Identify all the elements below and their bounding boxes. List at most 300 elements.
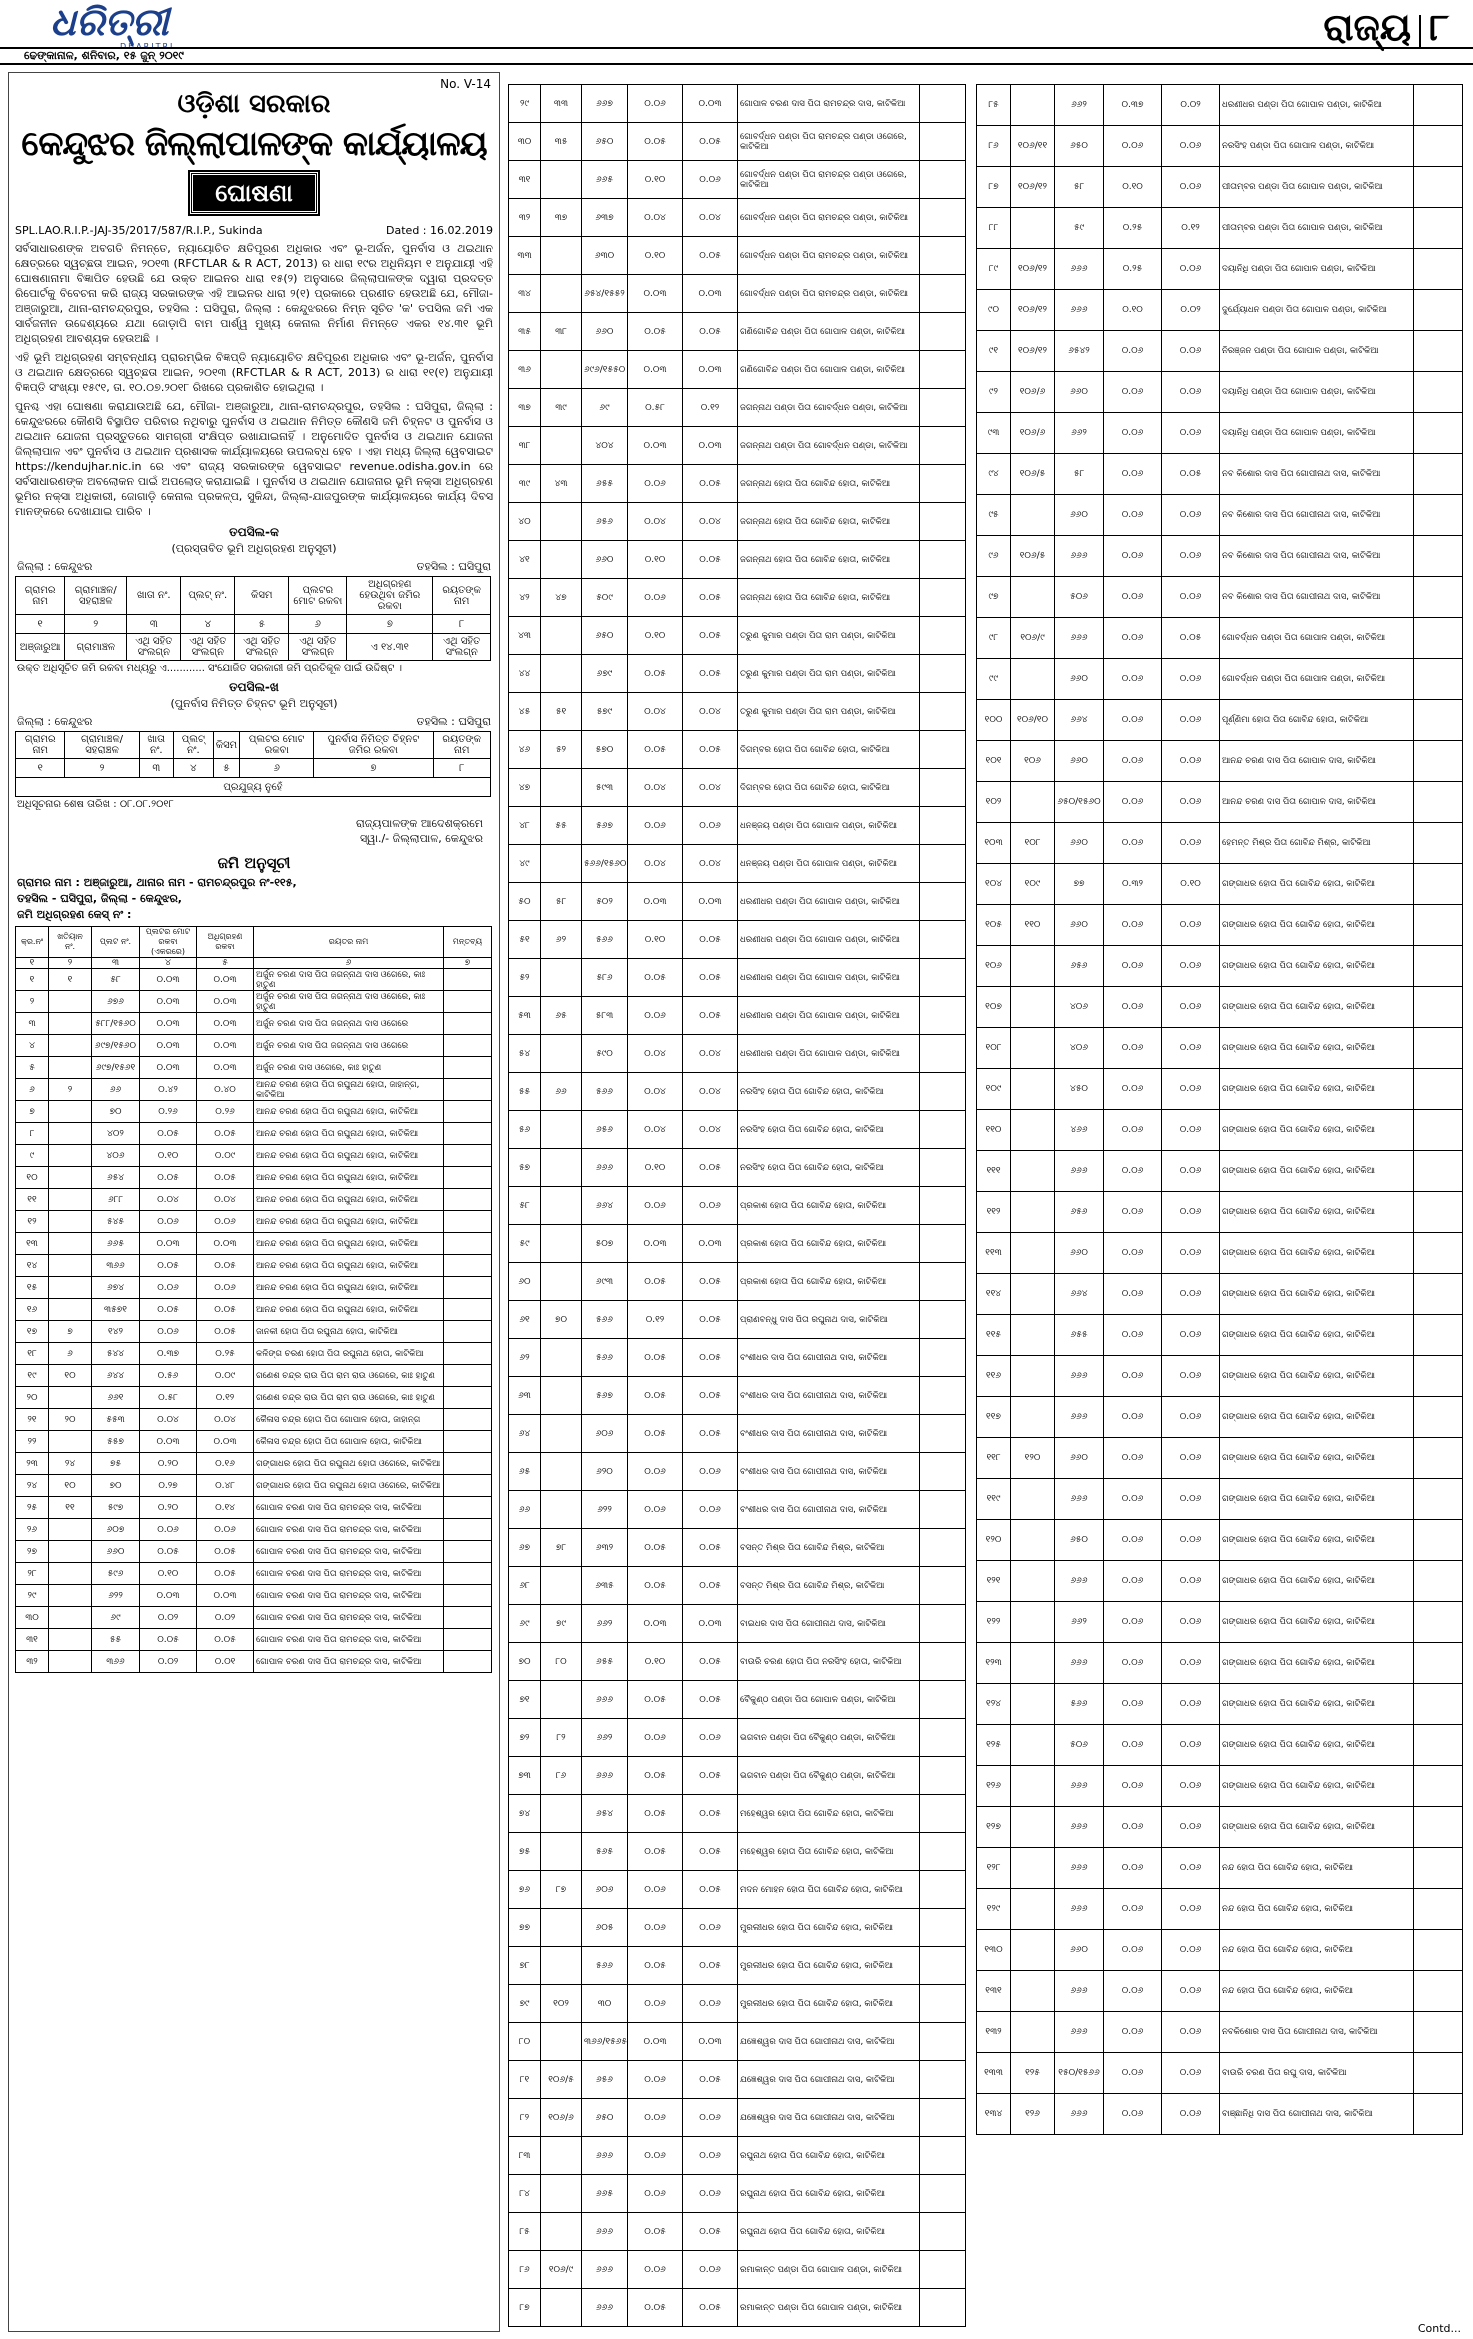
table-cell: ୦.୦୬ (1104, 1643, 1162, 1684)
table-cell (541, 1415, 582, 1453)
table-cell: ୧୨୦ (977, 1520, 1011, 1561)
table-cell: ୦.୦୩ (140, 1585, 197, 1607)
table-cell: ରୟତଙ୍କ ନାମ (433, 732, 491, 759)
owner-name-cell: ଗଙ୍ଗାଧର ହୋତା ପିତା ଗୋବିନ୍ଦ ହୋତା, କାଟିକିଆ (1220, 1766, 1414, 1807)
table-row (509, 2175, 966, 2213)
table-cell: ୯୭ (977, 577, 1011, 618)
table-cell: ୦.୦୩ (197, 969, 254, 991)
owner-name-cell: ଗୋବର୍ଦ୍ଧନ ପଣ୍ଡା ପିତା ଗୋପାଳ ପଣ୍ଡା, କାଟିକିଆ (1220, 659, 1414, 700)
table-cell: ୦.୧୦ (628, 1643, 683, 1681)
schedule-kha-table (15, 731, 491, 797)
schedule-ka-title: ତପସିଲ-କ (229, 525, 279, 539)
remarks-cell (444, 991, 492, 1013)
table-cell: ୧୦୬/୧୧ (1011, 126, 1055, 167)
owner-name-cell: ବାଉରି ଚରଣ ପିତା ରଘୁ ଦାସ, କାଟିକିଆ (1220, 2053, 1414, 2094)
owner-name-cell: ଗଣିଗୋବିନ୍ଦ ପଣ୍ଡା ପିତା ଗୋପାଳ ପଣ୍ଡା, କାଟିକିଆ (738, 313, 920, 351)
table-cell: ୦.୧୦ (628, 541, 683, 579)
table-cell: ୦.୦୬ (1162, 700, 1220, 741)
table-row (509, 1909, 966, 1947)
table-cell: ୧୦୬/୯ (1011, 618, 1055, 659)
table-cell: ୦.୦୪ (683, 1073, 738, 1111)
table-cell: ୬୫୦ (1055, 126, 1104, 167)
owner-name-cell: ନବକିଶୋର ଦାସ ପିତା ଗୋପୀନାଥ ଦାସ, କାଟିକିଆ (1220, 2012, 1414, 2053)
owner-name-cell: ବଂଶୀଧର ଦାସ ପିତା ଗୋପୀନାଥ ଦାସ, କାଟିକିଆ (738, 1453, 920, 1491)
table-cell: ୦.୦୩ (628, 427, 683, 465)
table-cell: ୬୯ (92, 1607, 140, 1629)
table-cell: ୫୨ (509, 959, 541, 997)
remarks-cell (1414, 1356, 1463, 1397)
table-cell: ୫୬୬ (1055, 1684, 1104, 1725)
table-row (509, 997, 966, 1035)
table-cell (49, 1057, 92, 1079)
table-cell: ୬୫୪ (582, 1795, 628, 1833)
table-cell: ୦.୪୮ (197, 1475, 254, 1497)
table-cell (1011, 1930, 1055, 1971)
table-row (977, 290, 1463, 331)
table-cell: ୦.୦୪ (628, 503, 683, 541)
table-cell: ୭୦ (509, 1643, 541, 1681)
table-cell: ୮୫ (977, 85, 1011, 126)
table-cell: ୦.୦୩ (140, 969, 197, 991)
table-cell: ୬୬୦ (92, 1541, 140, 1563)
table-cell: ୦.୦୬ (1104, 782, 1162, 823)
table-row (509, 1073, 966, 1111)
table-cell (1011, 1602, 1055, 1643)
remarks-cell (1414, 167, 1463, 208)
owner-name-cell: ଦୁର୍ଯ୍ୟୋଧନ ପଣ୍ଡା ପିତା ଗୋପାଳ ପଣ୍ଡା, କାଟିକିଆ (1220, 290, 1414, 331)
table-cell: ୧୧୮ (977, 1438, 1011, 1479)
remarks-cell (1414, 1397, 1463, 1438)
table-cell: ୦.୦୬ (1162, 1110, 1220, 1151)
table-row (977, 413, 1463, 454)
table-cell: ୫୬୬/୧୫୬୦ (582, 845, 628, 883)
table-row (16, 634, 491, 661)
remarks-cell (1414, 2094, 1463, 2135)
table-cell: ୪୯ (509, 845, 541, 883)
table-cell: ୯୯ (977, 659, 1011, 700)
table-cell: ୦.୦୬ (1104, 1725, 1162, 1766)
notice-paragraph-1: ସର୍ବସାଧାରଣଙ୍କ ଅବଗତି ନିମନ୍ତେ, ନ୍ୟାୟୋଚିତ କ୍ଷତିପୂରଣ ଅଧିକାର ଏବଂ ଭୂ-ଅର୍ଜନ, ପୁନର୍ବାସ ଓ ଥଇଥାନ କ୍ଷେତ୍ରରେ ସ୍ୱଚ୍ଛତା ଆଇନ, ୨୦୧୩ (RFCTLAR & R ACT, 2013) ର ଧାରା ୧୯ର ଅଧିନିୟମ ୧ ଅନୁଯାୟୀ ଏହି ଘୋଷଣାନାମା ବିଜ୍ଞାପିତ ହେଉଛି ଯେ ଉକ୍ତ ଆଇନର ଧାରା ୧୫(୨) ଅନୁସାରେ ଜିଲ୍ଲାପାଳଙ୍କ ଦ୍ୱାରା ପ୍ରଦତ୍ତ ରିପୋର୍ଟକୁ ବିବେଚନା କରି ରାଜ୍ୟ ସରକାରଙ୍କ ଏହି ଆଇନର ଧାରା ୨(୧) ପ୍ରକାରେ ପ୍ରଣୀତ ହେଉଅଛି ଯେ, ମୌଜା- ଅଞ୍ଜାରୁଆ, ଥାନା-ରାମଚନ୍ଦ୍ରପୁର, ତହସିଲ : ଘସିପୁରା, ଜିଲ୍ଲା : କେନ୍ଦୁଝରରେ ନିମ୍ନ ସୂଚିତ 'କ' ତପସିଲ ଜମି ଏକ ସାର୍ବଜନୀନ ଉଦ୍ଦେଶ୍ୟରେ ଯଥା ଜୋଡ଼ାପି ବାମ ପାର୍ଶ୍ୱ ମୁଖ୍ୟ କେନାଲ ନିର୍ମାଣ ନିମନ୍ତେ ଏକର ୧୪.୩୧ ଭୂମି ଅଧିଗ୍ରହଣ ଆବଶ୍ୟକ ହେଉଅଛି । (15, 242, 493, 345)
table-row (509, 2061, 966, 2099)
owner-name-cell: ପ୍ରକାଶ ହୋତା ପିତା ଗୋବିନ୍ଦ ହୋତା, କାଟିକିଆ (738, 1263, 920, 1301)
owner-name-cell: ଗଙ୍ଗାଧର ହୋତା ପିତା ଗୋବିନ୍ଦ ହୋତା, କାଟିକିଆ (1220, 1274, 1414, 1315)
table-cell: ୧୧୧ (977, 1151, 1011, 1192)
table-cell (1011, 1520, 1055, 1561)
table-cell: ୬୬୦ (1055, 823, 1104, 864)
table-cell: ୫ (197, 958, 254, 969)
table-cell: ୬୬୬ (1055, 1971, 1104, 2012)
table-cell (541, 1225, 582, 1263)
table-cell: ୧୨୮ (977, 1848, 1011, 1889)
dateline-bar (0, 47, 1473, 65)
table-cell: ୧୯ (16, 1365, 49, 1387)
remarks-cell (920, 731, 966, 769)
table-cell: ୦.୦୬ (1104, 1233, 1162, 1274)
notice-title: ଘୋଷଣା (190, 172, 317, 214)
table-cell: ୦.୦୫ (683, 1529, 738, 1567)
remarks-cell (444, 1343, 492, 1365)
table-cell (49, 1541, 92, 1563)
remarks-cell (920, 199, 966, 237)
table-cell (49, 1145, 92, 1167)
table-cell: ୬୬୬ (582, 1149, 628, 1187)
table-row (509, 2137, 966, 2175)
owner-name-cell: ବସନ୍ତ ମିଶ୍ର ପିତା ଗୋବିନ୍ଦ ମିଶ୍ର, କାଟିକିଆ (738, 1529, 920, 1567)
tahasil-label: ତହସିଲ : ଘସିପୁରା (416, 715, 491, 728)
owner-name-cell: ନନ୍ଦ ହୋତା ପିତା ଗୋବିନ୍ଦ ହୋତା, କାଟିକିଆ (1220, 1848, 1414, 1889)
table-cell: ୦.୦୬ (1104, 823, 1162, 864)
owner-name-cell: ଗଙ୍ଗାଧର ହୋତା ପିତା ରଘୁନାଥ ହୋତା ଓଗେରେ, କାଟିକିଆ (254, 1453, 444, 1475)
table-row (509, 1795, 966, 1833)
table-cell (541, 1491, 582, 1529)
table-cell: ୦.୦୬ (1104, 618, 1162, 659)
table-cell: ୭୩ (509, 1757, 541, 1795)
owner-name-cell: ନନ୍ଦ ହୋତା ପିତା ଗୋବିନ୍ଦ ହୋତା, କାଟିକିଆ (1220, 1889, 1414, 1930)
table-row (977, 2012, 1463, 2053)
table-cell (1011, 659, 1055, 700)
table-cell: ୦.୦୬ (1162, 2012, 1220, 2053)
table-cell: କିସମ (235, 577, 289, 615)
table-cell: ୨ (65, 759, 139, 778)
table-cell: ୩୦ (16, 1607, 49, 1629)
table-cell: ୦.୦୬ (683, 2251, 738, 2289)
owner-name-cell: ଗୋବର୍ଦ୍ଧନ ପଣ୍ଡା ପିତା ରାମଚନ୍ଦ୍ର ପଣ୍ଡା, କାଟିକିଆ (738, 237, 920, 275)
table-cell (541, 617, 582, 655)
table-cell (541, 2175, 582, 2213)
table-cell: ୬୫୦ (582, 617, 628, 655)
table-cell: ୦.୦୬ (628, 2061, 683, 2099)
table-cell: ୦.୦୩ (628, 1605, 683, 1643)
table-row (509, 123, 966, 161)
village-line-1: ଗ୍ରାମର ନାମ : ଅଞ୍ଜାରୁଆ, ଥାନାର ନାମ - ରାମଚନ୍ଦ୍ରପୁର ନଂ-୧୧୫, (17, 876, 297, 889)
remarks-cell (444, 1255, 492, 1277)
remarks-cell (920, 389, 966, 427)
table-cell (49, 1277, 92, 1299)
table-row (16, 1277, 492, 1299)
remarks-cell (920, 1605, 966, 1643)
table-cell: ୪୭ (509, 769, 541, 807)
table-cell (541, 845, 582, 883)
table-cell: ୧୦୨ (977, 782, 1011, 823)
remarks-cell (920, 161, 966, 199)
table-row (16, 1321, 492, 1343)
table-cell: ୮୨ (509, 2099, 541, 2137)
owner-name-cell: ଗଙ୍ଗାଧର ହୋତା ପିତା ରଘୁନାଥ ହୋତା ଓଗେରେ, କାଟିକିଆ (254, 1475, 444, 1497)
remarks-cell (1414, 1971, 1463, 2012)
table-row (977, 1069, 1463, 1110)
table-row (16, 1607, 492, 1629)
table-cell: ୬୬୬ (1055, 1807, 1104, 1848)
owner-name-cell: ଦୟାନିଧି ପଣ୍ଡା ପିତା ଗୋପାଳ ପଣ୍ଡା, କାଟିକିଆ (1220, 372, 1414, 413)
remarks-cell (1414, 864, 1463, 905)
table-cell: ୦.୦୬ (683, 2137, 738, 2175)
table-cell: ୩୧ (509, 161, 541, 199)
table-cell: ୬୫୬ (582, 2061, 628, 2099)
table-cell: ୫୮୮/୧୫୬୦ (92, 1013, 140, 1035)
table-cell: ୦.୦୫ (1162, 618, 1220, 659)
table-cell: ୫୦୯ (582, 579, 628, 617)
table-cell: ୦.୦୩ (683, 2023, 738, 2061)
table-cell: ୬୬୫ (582, 161, 628, 199)
column-header: ମନ୍ତବ୍ୟ (444, 927, 492, 958)
table-cell: ୩୭ (541, 199, 582, 237)
remarks-cell (444, 1365, 492, 1387)
owner-name-cell: ଗଙ୍ଗାଧର ହୋତା ପିତା ଗୋବିନ୍ଦ ହୋତା, କାଟିକିଆ (1220, 946, 1414, 987)
owner-name-cell: ଜଗନ୍ନାଥ ହୋତା ପିତା ଗୋବିନ୍ଦ ହୋତା, କାଟିକିଆ (738, 541, 920, 579)
table-cell: ୦.୦୩ (197, 991, 254, 1013)
column-header: ରୟତର ନାମ (254, 927, 444, 958)
table-cell: ୬୬୨ (1055, 413, 1104, 454)
remarks-cell (444, 1211, 492, 1233)
owner-name-cell: ପ୍ରକାଶ ହୋତା ପିତା ଗୋବିନ୍ଦ ହୋତା, କାଟିକିଆ (738, 1225, 920, 1263)
table-cell: ୦.୦୫ (197, 1563, 254, 1585)
table-row (509, 1871, 966, 1909)
table-cell: ୧୨୩ (977, 1643, 1011, 1684)
table-cell: ୦.୨୫ (1104, 249, 1162, 290)
table-row (977, 1561, 1463, 1602)
table-cell: ରୟତଙ୍କ ନାମ (433, 577, 491, 615)
table-cell: ୩୨ (16, 1651, 49, 1673)
table-row (509, 1491, 966, 1529)
table-row (977, 905, 1463, 946)
table-cell: ୬୬୦ (1055, 372, 1104, 413)
table-row (16, 1541, 492, 1563)
table-cell: ୦.୦୬ (1104, 1684, 1162, 1725)
owner-name-cell: ନବ କିଶୋର ଦାସ ପିତା ଗୋପୀନାଥ ଦାସ, କାଟିକିଆ (1220, 454, 1414, 495)
table-row (509, 1187, 966, 1225)
owner-name-cell: ଭଗବାନ ପଣ୍ଡା ପିତା ବୈକୁଣ୍ଠ ପଣ୍ଡା, କାଟିକିଆ (738, 1719, 920, 1757)
remarks-cell (920, 1681, 966, 1719)
table-cell: ୨୭ (16, 1541, 49, 1563)
table-cell: ୦.୦୪ (140, 1409, 197, 1431)
table-cell: ୦.୦୩ (683, 427, 738, 465)
remarks-cell (1414, 372, 1463, 413)
table-cell: ୦.୦୫ (683, 579, 738, 617)
remarks-cell (444, 1629, 492, 1651)
table-cell: ଗ୍ରାମାଞ୍ଚଳ/ ସହରାଞ୍ଚଳ (65, 732, 139, 759)
table-row (509, 693, 966, 731)
table-cell: ୬୫୫ (582, 465, 628, 503)
table-cell: ୬୮ (509, 1567, 541, 1605)
table-cell: ୩୩ (541, 85, 582, 123)
table-cell: ୬୬୦ (1055, 495, 1104, 536)
table-cell: ୦.୦୫ (683, 2213, 738, 2251)
table-cell: ୦.୦୬ (1162, 1807, 1220, 1848)
remarks-cell (1414, 1520, 1463, 1561)
table-cell: ୦.୦୬ (1104, 1438, 1162, 1479)
table-cell: ୦.୦୪ (628, 1035, 683, 1073)
table-row (977, 126, 1463, 167)
table-row (977, 85, 1463, 126)
remarks-cell (920, 1491, 966, 1529)
table-cell (1011, 1028, 1055, 1069)
remarks-cell (920, 2137, 966, 2175)
table-cell: ୦.୦୬ (683, 2099, 738, 2137)
remarks-cell (920, 1985, 966, 2023)
table-row (16, 1563, 492, 1585)
table-cell: ୪ (16, 1035, 49, 1057)
table-cell (49, 1211, 92, 1233)
table-row (509, 883, 966, 921)
land-table (15, 926, 492, 1673)
table-cell (1011, 1725, 1055, 1766)
table-row (16, 778, 491, 797)
table-cell: ୧୦୫ (977, 905, 1011, 946)
table-cell (541, 161, 582, 199)
owner-name-cell: ରଘୁନାଥ ହୋତା ପିତା ଗୋବିନ୍ଦ ହୋତା, କାଟିକିଆ (738, 2137, 920, 2175)
table-cell: ୦.୦୫ (683, 2289, 738, 2327)
table-cell: ୧୩୦ (977, 1930, 1011, 1971)
table-row (509, 2289, 966, 2327)
table-cell: ୦.୦୪ (683, 1111, 738, 1149)
owner-name-cell: ନରସିଂହ ହୋତା ପିତା ଗୋବିନ୍ଦ ହୋତା, କାଟିକିଆ (738, 1149, 920, 1187)
table-cell: ୦.୧୪ (197, 1497, 254, 1519)
table-cell: ୦.୦୬ (1162, 987, 1220, 1028)
table-cell: ୬୦୬ (582, 1415, 628, 1453)
table-cell: ୧ (16, 615, 65, 634)
remarks-cell (920, 275, 966, 313)
table-cell: ୫୭୦ (582, 731, 628, 769)
remarks-cell (444, 1299, 492, 1321)
table-cell: ୪୫ (509, 693, 541, 731)
remarks-cell (920, 845, 966, 883)
table-cell: ୪୩ (509, 617, 541, 655)
table-cell: ୧୦୬/୯ (541, 2251, 582, 2289)
remarks-cell (1414, 823, 1463, 864)
table-cell: ୭୫ (92, 1453, 140, 1475)
table-row (509, 1719, 966, 1757)
table-cell: ୦.୦୫ (683, 1263, 738, 1301)
table-cell (1011, 2012, 1055, 2053)
table-cell: ୦.୦୬ (1104, 700, 1162, 741)
table-cell: ୦.୧୦ (628, 921, 683, 959)
continued-label: Contd... (1417, 2322, 1461, 2335)
table-row (509, 161, 966, 199)
table-cell: ୬୬୪ (582, 1187, 628, 1225)
table-cell: ୦.୦୩ (683, 85, 738, 123)
table-cell: ୬୧ (509, 1301, 541, 1339)
owner-name-cell: ଗଙ୍ଗାଧର ହୋତା ପିତା ଗୋବିନ୍ଦ ହୋତା, କାଟିକିଆ (1220, 987, 1414, 1028)
owner-name-cell: ତରୁଣ କୁମାର ପଣ୍ଡା ପିତା ରାମ ପଣ୍ଡା, କାଟିକିଆ (738, 655, 920, 693)
table-cell: ୨୨ (16, 1431, 49, 1453)
remarks-cell (1414, 1889, 1463, 1930)
table-cell: ୮୦ (541, 1643, 582, 1681)
table-row (509, 275, 966, 313)
owner-name-cell: ଗୋପାଳ ଚରଣ ଦାସ ପିତା ରାମଚନ୍ଦ୍ର ଦାସ, କାଟିକିଆ (254, 1563, 444, 1585)
owner-name-cell: ରମାକାନ୍ତ ପଣ୍ଡା ପିତା ଗୋପାଳ ପଣ୍ଡା, କାଟିକିଆ (738, 2289, 920, 2327)
owner-name-cell: ଗଙ୍ଗାଧର ହୋତା ପିତା ଗୋବିନ୍ଦ ହୋତା, କାଟିକିଆ (1220, 1520, 1414, 1561)
owner-name-cell: ନିରଞ୍ଜନ ପଣ୍ଡା ପିତା ଗୋପାଳ ପଣ୍ଡା, କାଟିକିଆ (1220, 331, 1414, 372)
table-cell: ୯୩ (977, 413, 1011, 454)
table-row (16, 1057, 492, 1079)
table-row (16, 1123, 492, 1145)
table-cell: ୬୬୬ (1055, 290, 1104, 331)
schedule-kha-subtitle: (ପୁନର୍ବାସ ନିମିତ୍ତ ଚିହ୍ନଟ ଭୂମି ଅନୁସୂଚୀ) (170, 697, 338, 710)
table-cell: ୦.୦୫ (628, 1339, 683, 1377)
table-cell: ୦.୦୨ (197, 1607, 254, 1629)
table-cell: ୬୬୧ (92, 1387, 140, 1409)
remarks-cell (444, 969, 492, 991)
table-cell: ୦.୦୬ (140, 1519, 197, 1541)
table-cell: ୮ (433, 615, 491, 634)
table-cell: ୬୫୪/୧୫୫୨ (582, 275, 628, 313)
owner-name-cell: ନରସିଂହ ହୋତା ପିତା ଗୋବିନ୍ଦ ହୋତା, କାଟିକିଆ (738, 1111, 920, 1149)
table-cell: ୦.୦୬ (628, 465, 683, 503)
table-cell: ୦.୦୫ (628, 1795, 683, 1833)
remarks-cell (1414, 495, 1463, 536)
remarks-cell (1414, 741, 1463, 782)
owner-name-cell: ଗଙ୍ଗାଧର ହୋତା ପିତା ଗୋବିନ୍ଦ ହୋତା, କାଟିକିଆ (1220, 1479, 1414, 1520)
table-cell: ୮୬ (509, 2251, 541, 2289)
owner-name-cell: ମହେଶ୍ୱର ହୋତା ପିତା ଗୋବିନ୍ଦ ହୋତା, କାଟିକିଆ (738, 1795, 920, 1833)
table-cell: ୧୧ (49, 1497, 92, 1519)
remarks-cell (1414, 331, 1463, 372)
table-cell: ୦.୦୩ (140, 1057, 197, 1079)
table-row (977, 1233, 1463, 1274)
table-cell: ୬୯୭/୧୫୬୦ (92, 1035, 140, 1057)
table-row (977, 1028, 1463, 1069)
table-cell: ୧୦୩ (977, 823, 1011, 864)
table-cell: ୦.୦୫ (628, 2213, 683, 2251)
table-cell: ୬୬୪ (1055, 1274, 1104, 1315)
table-cell: ୦.୦୬ (628, 1187, 683, 1225)
table-cell: ୫୯୬ (92, 1563, 140, 1585)
village-line-2: ତହସିଲ - ଘସିପୁରା, ଜିଲ୍ଲା - କେନ୍ଦୁଝର, (17, 892, 182, 905)
table-cell: ୦.୦୫ (628, 1947, 683, 1985)
table-cell: ୧୦୮ (977, 1028, 1011, 1069)
table-cell: ୧୦୯ (977, 1069, 1011, 1110)
table-cell: ୦.୦୪ (197, 1189, 254, 1211)
table-cell: ୯୨ (977, 372, 1011, 413)
table-cell: ୦.୦୬ (1104, 987, 1162, 1028)
column-header: କ୍ର.ନଂ (16, 927, 49, 958)
table-cell: ୦.୦୬ (1162, 946, 1220, 987)
table-cell: ୦.୨୦ (140, 1497, 197, 1519)
table-cell (1011, 946, 1055, 987)
table-cell (541, 2289, 582, 2327)
owner-name-cell: ଗଙ୍ଗାଧର ହୋତା ପିତା ଗୋବିନ୍ଦ ହୋତା, କାଟିକିଆ (1220, 1807, 1414, 1848)
signature-line-2: ସ୍ୱା./- ଜିଲ୍ଲାପାଳ, କେନ୍ଦୁଝର (359, 832, 483, 845)
table-cell (49, 1013, 92, 1035)
table-cell: ୦.୦୬ (1104, 1397, 1162, 1438)
table-cell: ୬୬୦ (582, 541, 628, 579)
table-cell: ୬୬୨ (582, 1605, 628, 1643)
remarks-cell (444, 1035, 492, 1057)
table-cell: ୦.୦୬ (628, 2137, 683, 2175)
table-cell: ୬୬ (541, 1073, 582, 1111)
table-cell: ୦.୦୪ (628, 1073, 683, 1111)
table-cell: ୦.୦୬ (1104, 331, 1162, 372)
table-row (509, 1947, 966, 1985)
remarks-cell (920, 1567, 966, 1605)
owner-name-cell: ଦୟାନିଧି ପଣ୍ଡା ପିତା ଗୋପାଳ ପଣ୍ଡା, କାଟିକିଆ (1220, 249, 1414, 290)
district-label: ଜିଲ୍ଲା : କେନ୍ଦୁଝର (17, 560, 93, 573)
remarks-cell (444, 1563, 492, 1585)
table-cell: ୦.୦୫ (683, 1415, 738, 1453)
remarks-cell (920, 1871, 966, 1909)
table-row (16, 1013, 492, 1035)
table-cell: ୦.୦୬ (1104, 2053, 1162, 2094)
table-cell: ୮୬ (541, 1757, 582, 1795)
remarks-cell (920, 1035, 966, 1073)
table-row (977, 1602, 1463, 1643)
owner-name-cell: ଗଙ୍ଗାଧର ହୋତା ପିତା ଗୋବିନ୍ଦ ହୋତା, କାଟିକିଆ (1220, 1356, 1414, 1397)
table-row (16, 1585, 492, 1607)
table-row (977, 1930, 1463, 1971)
table-cell: ୮୩ (509, 2137, 541, 2175)
remarks-cell (444, 1167, 492, 1189)
table-cell: ୬୬୬ (582, 2251, 628, 2289)
